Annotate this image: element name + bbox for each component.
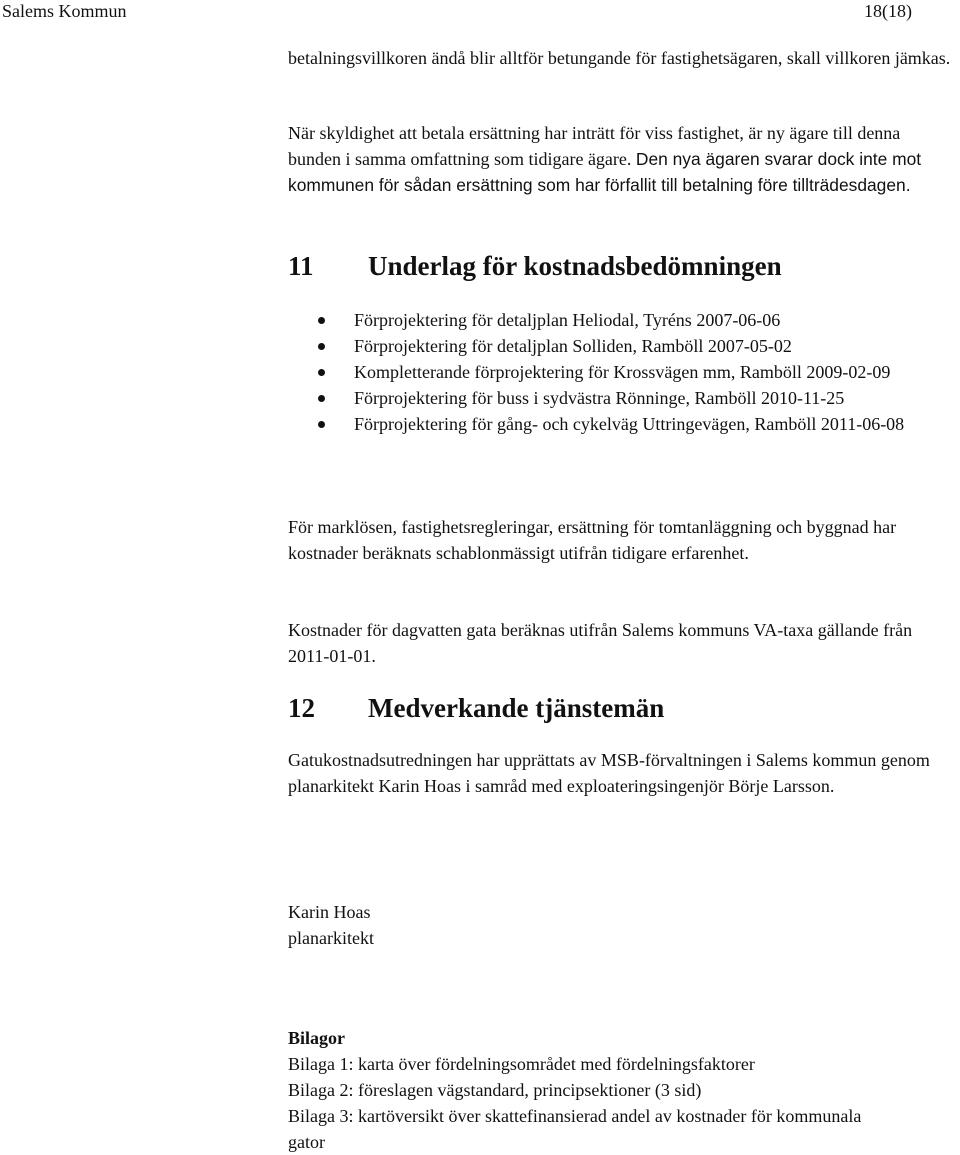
list-item-text: Förprojektering för buss i sydvästra Rönninge, Ramböll 2010-11-25	[354, 388, 845, 408]
section-12-paragraph-1: Gatukostnadsutredningen har upprättats av MSB-förvaltningen i Salems kommun genom planarkitekt Karin Hoas i samråd med exploateringsingenjör Börje Larsson.	[288, 750, 930, 796]
section-11-paragraph-1: För marklösen, fastighetsregleringar, ersättning för tomtanläggning och byggnad har kostnader beräknats schablonmässigt utifrån tidigare erfarenhet.	[288, 517, 897, 563]
list-item-text: Kompletterande förprojektering för Krossvägen mm, Ramböll 2009-02-09	[354, 362, 891, 382]
signature-name: Karin Hoas	[288, 902, 371, 922]
bullet-icon	[318, 317, 325, 324]
list-item-text: Förprojektering för detaljplan Solliden, Ramböll 2007-05-02	[354, 336, 792, 356]
bullet-icon	[318, 343, 325, 350]
page-number: 18(18)	[864, 1, 912, 21]
list-item-text: Förprojektering för gång- och cykelväg Uttringevägen, Ramböll 2011-06-08	[354, 414, 905, 434]
intro-paragraph-2-sans-text: Den nya ägaren svarar dock inte mot kommunen för sådan ersättning som har förfallit till betalning före tillträdesdagen.	[288, 149, 922, 195]
attachment-item: Bilaga 3: kartöversikt över skattefinansierad andel av kostnader för kommunala gator	[288, 1106, 862, 1152]
intro-paragraph-2-text: När skyldighet att betala ersättning har inträtt för viss fastighet, är ny ägare till denna bunden i samma omfattning som tidigare ägare.	[288, 123, 901, 169]
list-item	[288, 307, 960, 333]
attachment-item: Bilaga 1: karta över fördelningsområdet med fördelningsfaktorer	[288, 1054, 755, 1074]
intro-paragraph-1: betalningsvillkoren ändå blir alltför betungande för fastighetsägaren, skall villkoren jämkas.	[288, 48, 951, 68]
list-item-text: Förprojektering för detaljplan Heliodal, Tyréns 2007-06-06	[354, 310, 781, 330]
section-12-title: Medverkande tjänstemän	[368, 693, 665, 723]
intro-paragraph-2	[288, 120, 938, 198]
list-item	[288, 385, 960, 411]
list-item	[288, 359, 960, 385]
section-11-number: 11	[288, 251, 314, 281]
section-11-paragraph-2: Kostnader för dagvatten gata beräknas utifrån Salems kommuns VA-taxa gällande från 2011-01-01.	[288, 620, 913, 666]
bullet-icon	[318, 369, 325, 376]
attachment-item: Bilaga 2: föreslagen vägstandard, principsektioner (3 sid)	[288, 1080, 702, 1100]
section-12-number: 12	[288, 693, 315, 723]
bullet-icon	[318, 421, 325, 428]
header-organization: Salems Kommun	[2, 1, 127, 21]
list-item	[288, 411, 960, 437]
bullet-icon	[318, 395, 325, 402]
section-12-heading	[288, 692, 664, 724]
section-11-title: Underlag för kostnadsbedömningen	[368, 251, 782, 281]
section-11-heading	[288, 250, 782, 282]
attachments-heading: Bilagor	[288, 1028, 345, 1048]
signature-role: planarkitekt	[288, 928, 374, 948]
section-11-bullet-list	[288, 307, 960, 437]
list-item	[288, 333, 960, 359]
